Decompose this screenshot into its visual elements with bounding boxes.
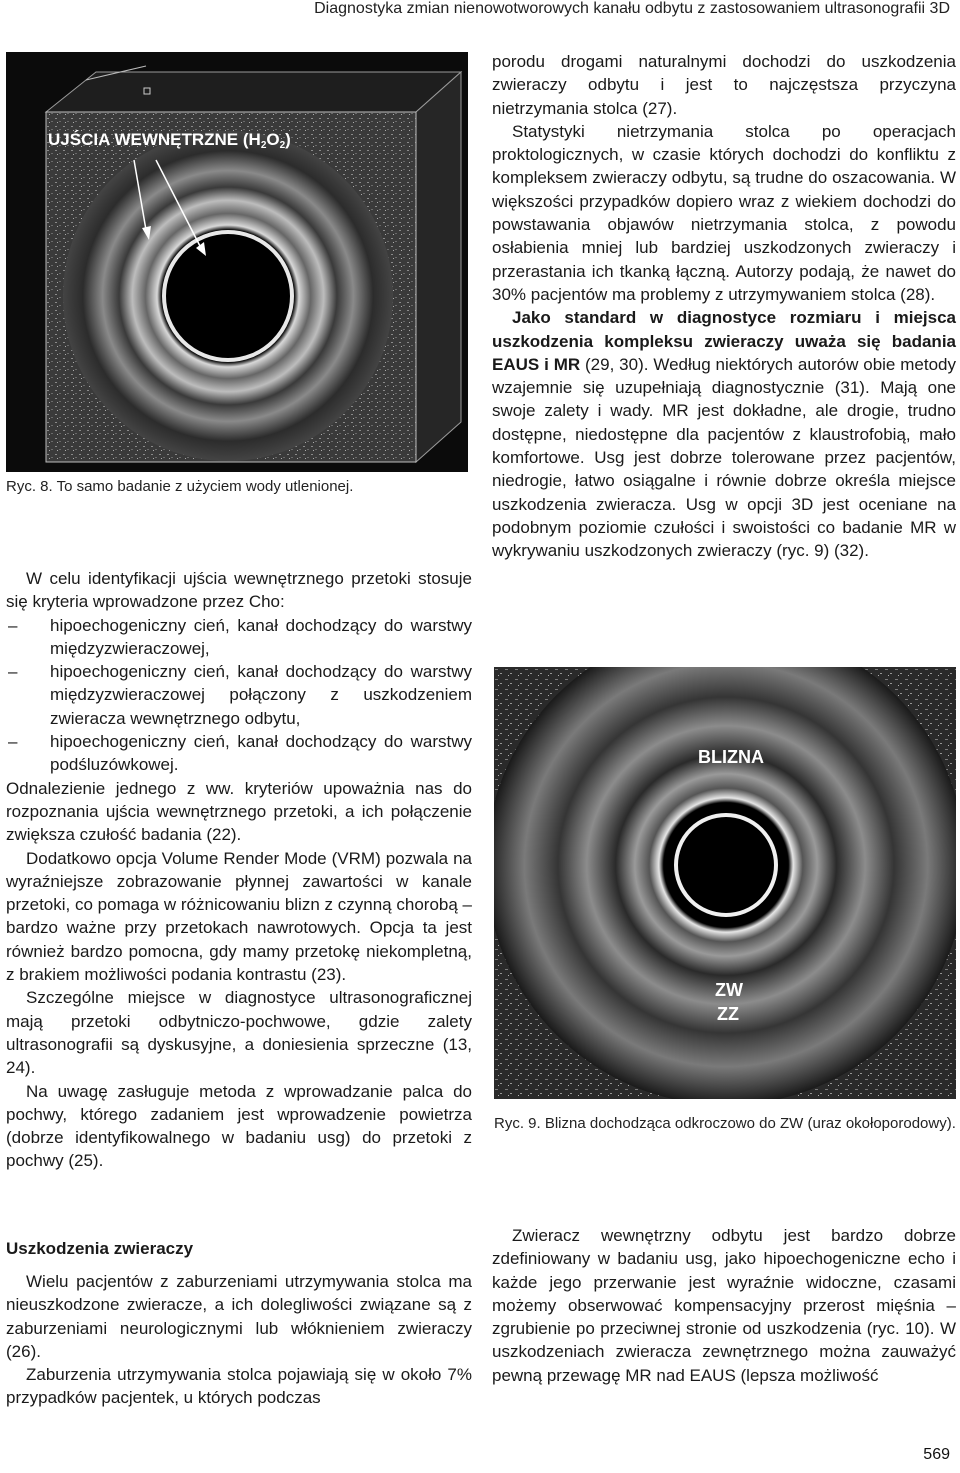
paragraph: Zaburzenia utrzymywania stolca pojawiają się w około 7% przypadków pacjentek, u których podczas [6,1365,472,1408]
paragraph: Szczególne miejsce w diagnostyce ultrasonograficznej mają przetoki odbytniczo-pochwowe, gdzie zalety ultrasonografii są dyskusyjne, a doniesienia sprzeczne (13, 24). [6,988,472,1078]
label-zz: ZZ [717,1004,739,1024]
paragraph: porodu drogami naturalnymi dochodzi do uszkodzenia zwieraczy odbytu i jest to najczęstsza przyczyna nietrzymania stolca (27). [492,52,956,118]
figure-8-ultrasound-3d [6,52,468,472]
paragraph: Jako standard w diagnostyce rozmiaru i miejsca uszkodzenia kompleksu zwieraczy uważa się badania EAUS i MR (29, 30). Według niektórych autorów obie metody wzajemnie się uzupełniają diagnostycznie (31). Mają one swoje zalety i wady. MR jest dokładne, ale drogie, trudno dostępne, niedostępne dla pacjentów z klaustrofobią, mało komfortowe. Usg jest dobrze tolerowane przez pacjentów, niedrogie, łatwo osiągalne i równie dobrze określa miejsce uszkodzenia zwieracza. Usg w opcji 3D jest oceniane na podobnym poziomie czułości i swoistości co badanie MR w wykrywaniu uszkodzonych zwieraczy (ryc. 9) (32). [492,308,956,561]
paragraph: Zwieracz wewnętrzny odbytu jest bardzo dobrze zdefiniowany w badaniu usg, jako hipoechogeniczne echo i każde jego przerwanie jest wyraźnie widoczne, czasami możemy obserwować kompensacyjny przerost mięśnia – zgrubienie po przeciwnej stronie od uszkodzenia (ryc. 10). W uszkodzeniach zwieracza zewnętrznego można zauważyć pewną przewagę MR nad EAUS (lepsza możliwość [492,1226,956,1385]
bullet-dash: – [8,732,18,752]
right-column-lower [492,1224,956,1387]
section-heading: Uszkodzenia zwieraczy [6,1239,194,1258]
paragraph: Odnalezienie jednego z ww. kryteriów upoważnia nas do rozpoznania ujścia wewnętrznego przetoki, a ich połączenie zwiększa czułość badania (22). [6,778,472,845]
page-number: 569 [923,1446,950,1463]
bullet-dash: – [8,662,18,682]
figure-8-image [6,52,468,472]
paragraph: Dodatkowo opcja Volume Render Mode (VRM) pozwala na wyraźniejsze zobrazowanie płynnej zawartości w kanale przetoki, co pomaga w różnicowaniu blizn z czynną chorobą – bardzo ważne przy przetokach nawrotowych. Opcja ta jest również bardzo pomocna, gdy mamy przetokę niekompletną, z brakiem możliwości podania kontrastu (23). [6,848,472,985]
paragraph: Wielu pacjentów z zaburzeniami utrzymywania stolca ma nieuszkodzone zwieracze, a ich dolegliwości związane są z zaburzeniami neurologicznymi lub włóknieniem zwieraczy (26). [6,1272,472,1361]
bullet-dash: – [8,615,18,635]
list-item: – hipoechogeniczny cień, kanał dochodzący do warstwy międzyzwieraczowej, [6,614,472,661]
figure-8-caption: Ryc. 8. To samo badanie z użyciem wody utlenionej. [6,478,354,495]
criteria-list [6,614,472,777]
paragraph: W celu identyfikacji ujścia wewnętrznego przetoki stosuje się kryteria wprowadzone przez Cho: [6,569,472,612]
figure-9-ultrasound [494,667,956,1099]
figure-9-image [494,667,956,1099]
left-column [6,567,472,1173]
label-blizna: BLIZNA [698,747,764,767]
list-item: – hipoechogeniczny cień, kanał dochodzący do warstwy międzyzwieraczowej połączony z uszkodzeniem zwieracza wewnętrznego odbytu, [6,660,472,730]
label-zw: ZW [715,980,743,1000]
paragraph: Statystyki nietrzymania stolca po operacjach proktologicznych, w czasie których dochodzi do konfliktu z kompleksem zwieraczy odbytu, są trudne do oszacowania. W większości przypadków dopiero wraz z wiekiem dochodzi do powstawania objawów nietrzymania stolca, z powodu osłabienia mniej lub bardziej uszkodzonych zwieraczy i przerastania ich tkanką łączną. Autorzy podają, że nawet do 30% pacjentów ma problemy z utrzymywaniem stolca (28). [492,121,956,304]
left-column-lower [6,1270,472,1410]
figure-9-caption: Ryc. 9. Blizna dochodząca odkroczowo do ZW (uraz okołoporodowy). [494,1115,956,1132]
running-header: Diagnostyka zmian nienowotworowych kanału odbytu z zastosowaniem ultrasonografii 3D [314,0,950,17]
right-column [492,50,956,563]
figure-8-label: UJŚCIA WEWNĘTRZNE $(H_2O_2)$ [48,130,291,151]
list-item: – hipoechogeniczny cień, kanał dochodzący do warstwy podśluzówkowej. [6,730,472,777]
paragraph: Na uwagę zasługuje metoda z wprowadzanie palca do pochwy, którego zadaniem jest wprowadzenie powietrza (dobrze identyfikowalnego w badaniu usg) do przetoki z pochwy (25). [6,1081,472,1171]
bold-statement: Jako standard w diagnostyce rozmiaru i miejsca uszkodzenia kompleksu zwieraczy uważa się badania EAUS i MR [492,308,956,374]
